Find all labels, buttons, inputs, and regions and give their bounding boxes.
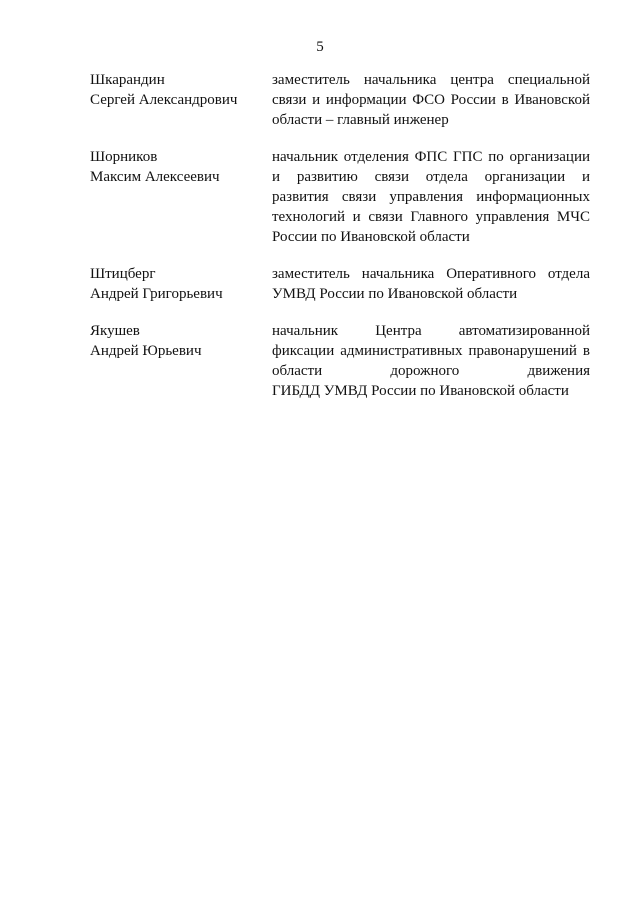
position-line: заместитель начальника Оперативного отдела bbox=[272, 266, 590, 282]
position-line: технологий и связи Главного управления МЧС bbox=[272, 209, 590, 225]
position-line: фиксации административных правонарушений в bbox=[272, 343, 590, 359]
member-entry bbox=[90, 264, 590, 304]
position-line: начальник отделения ФПС ГПС по организации bbox=[272, 149, 590, 165]
member-name bbox=[90, 264, 272, 304]
member-position bbox=[272, 70, 590, 130]
member-surname: Штицберг bbox=[90, 266, 156, 282]
position-line: России по Ивановской области bbox=[272, 229, 470, 245]
member-position bbox=[272, 264, 590, 304]
member-entry bbox=[90, 321, 590, 401]
member-name bbox=[90, 321, 272, 401]
member-name bbox=[90, 70, 272, 130]
member-surname: Шорников bbox=[90, 149, 158, 165]
member-list bbox=[90, 70, 590, 418]
position-line: заместитель начальника центра специальной bbox=[272, 72, 590, 88]
member-name bbox=[90, 147, 272, 247]
page-number: 5 bbox=[316, 39, 324, 55]
position-line: связи и информации ФСО России в Ивановской bbox=[272, 92, 590, 108]
position-line: и развитию связи отдела организации и bbox=[272, 169, 590, 185]
member-surname: Шкарандин bbox=[90, 72, 165, 88]
member-position bbox=[272, 147, 590, 247]
member-given-names: Андрей Григорьевич bbox=[90, 286, 223, 302]
member-given-names: Андрей Юрьевич bbox=[90, 343, 202, 359]
member-given-names: Сергей Александрович bbox=[90, 92, 238, 108]
member-entry bbox=[90, 70, 590, 130]
member-entry bbox=[90, 147, 590, 247]
member-given-names: Максим Алексеевич bbox=[90, 169, 220, 185]
member-surname: Якушев bbox=[90, 323, 140, 339]
position-line: развития связи управления информационных bbox=[272, 189, 590, 205]
position-line: начальник Центра автоматизированной bbox=[272, 323, 590, 339]
member-position bbox=[272, 321, 590, 401]
position-line: области – главный инженер bbox=[272, 112, 449, 128]
position-line: области дорожного движения bbox=[272, 363, 590, 379]
position-line: ГИБДД УМВД России по Ивановской области bbox=[272, 383, 569, 399]
position-line: УМВД России по Ивановской области bbox=[272, 286, 518, 302]
